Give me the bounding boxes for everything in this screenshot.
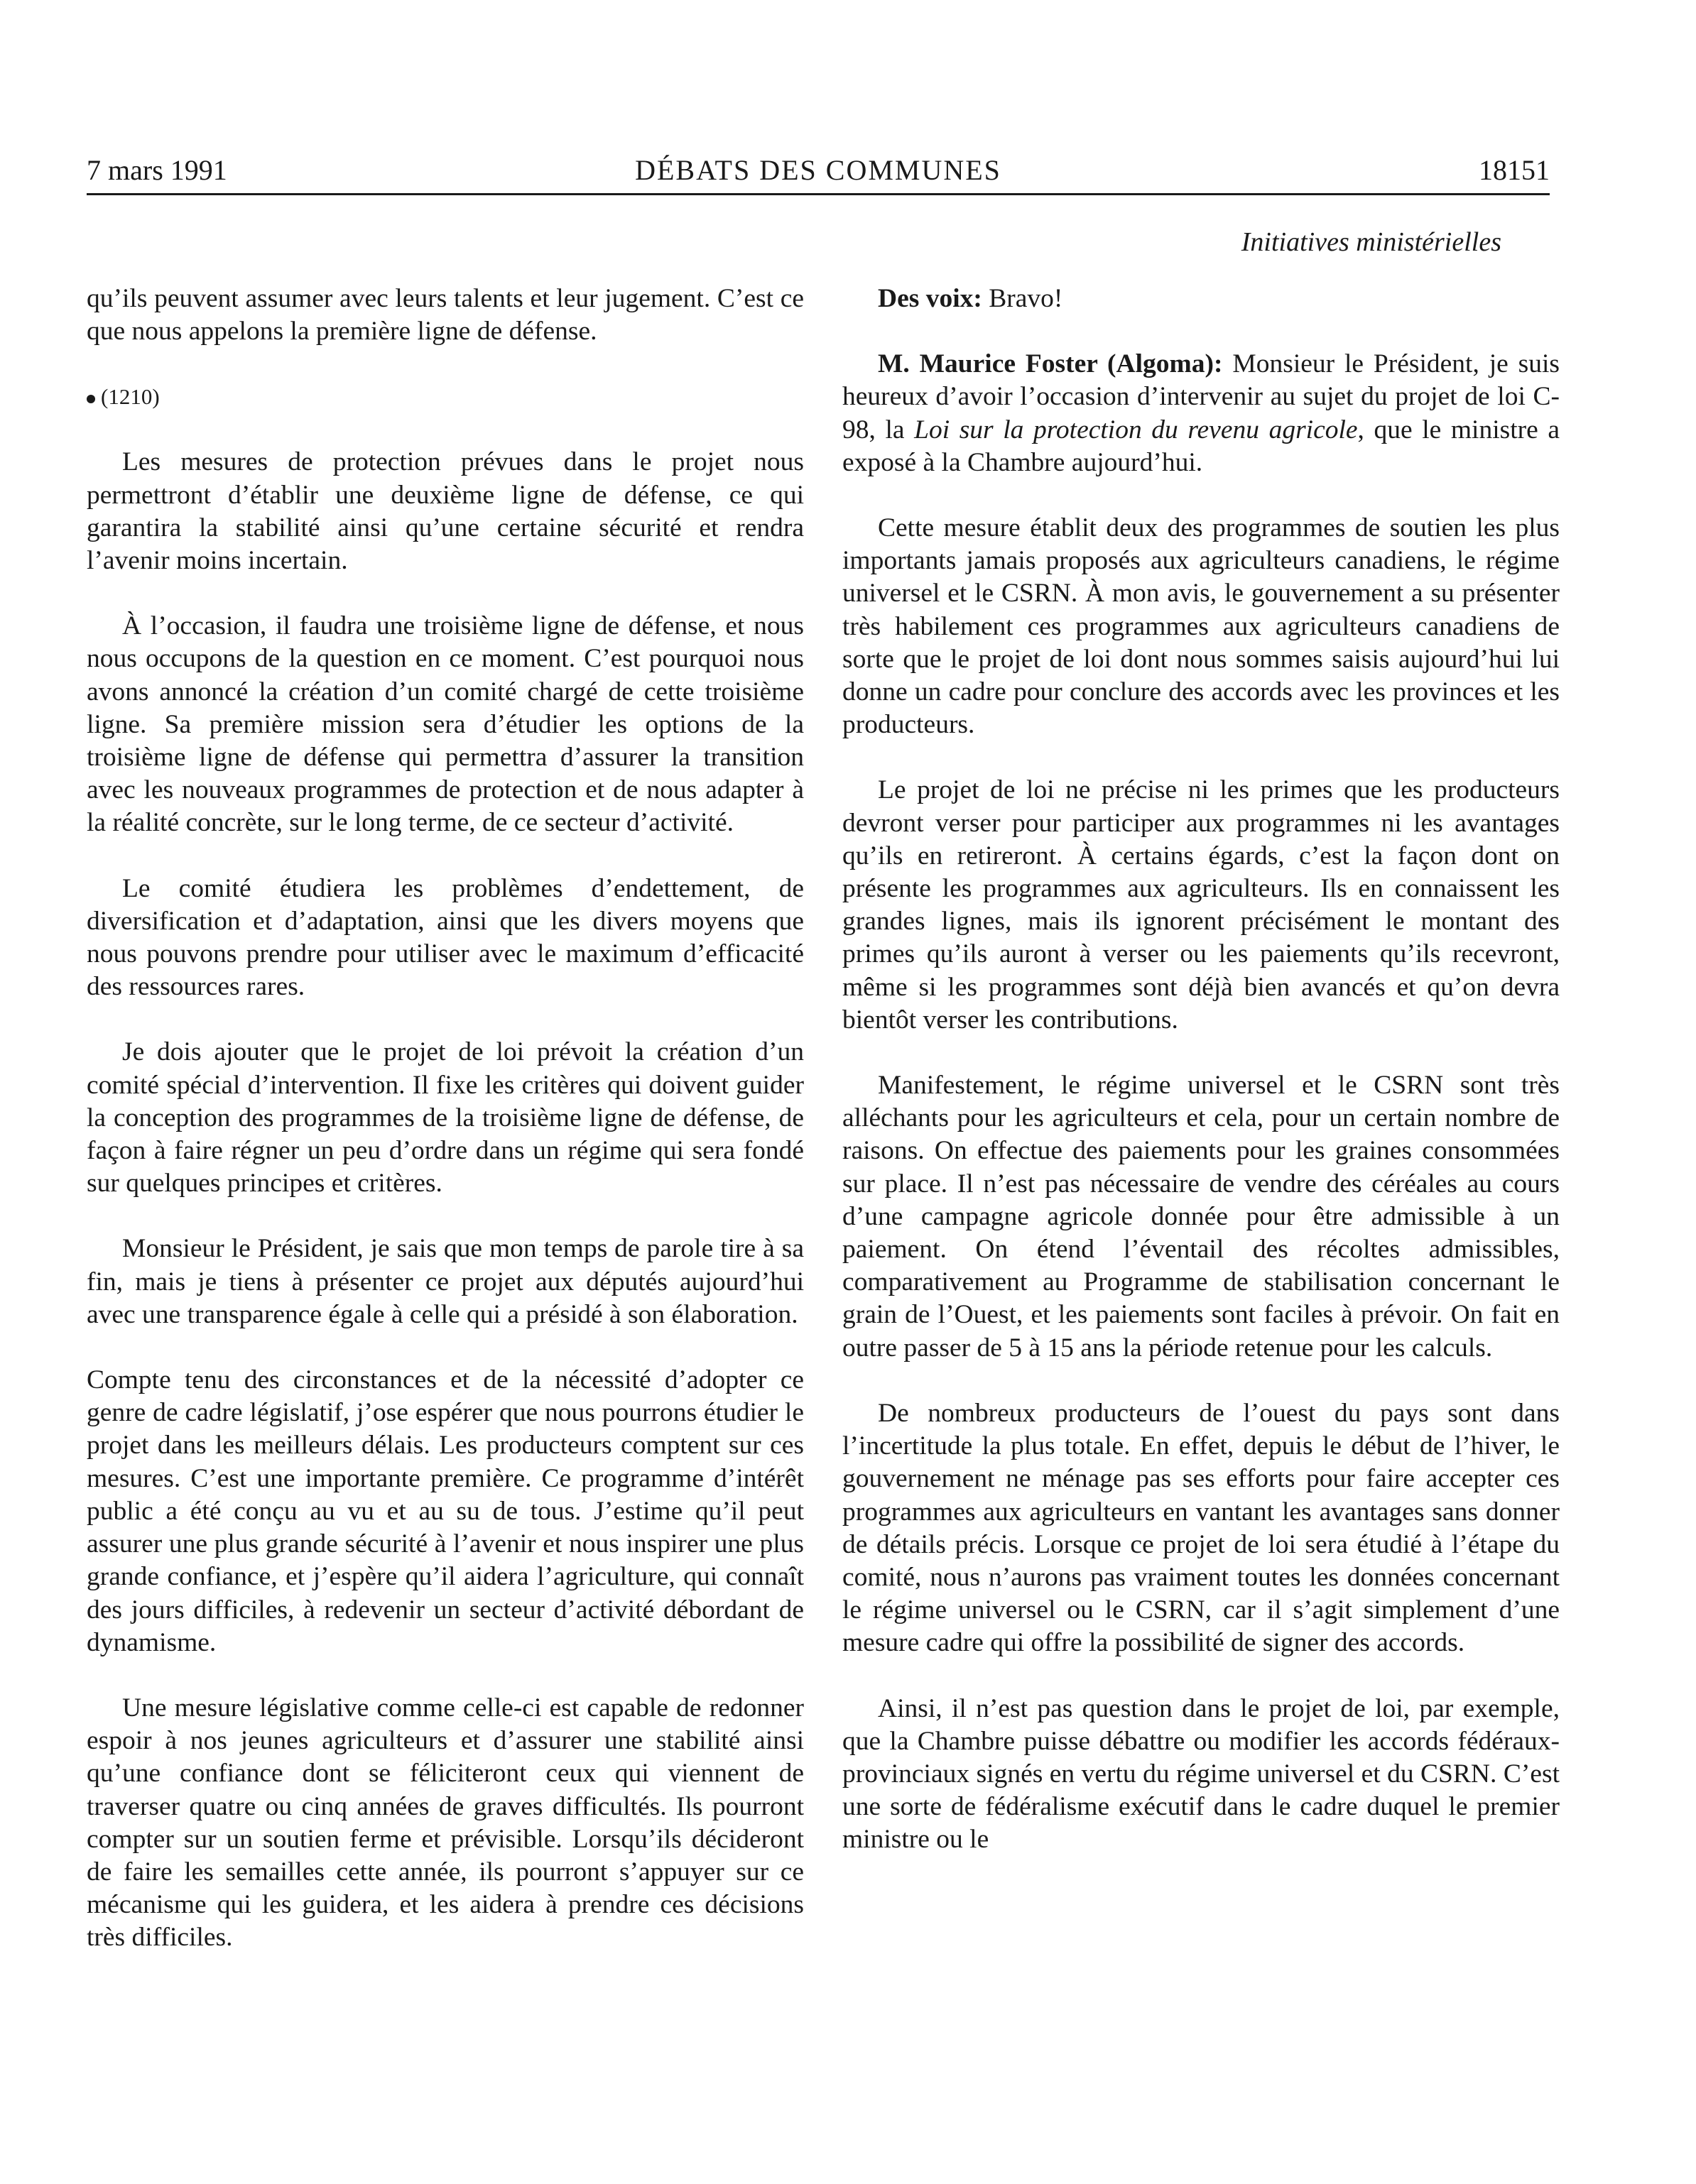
paragraph: À l’occasion, il faudra une troisième ligne de défense, et nous nous occupons de la question en ce moment. C’est pourquoi nous avons annoncé la création d’un comité chargé de cette troisième ligne. Sa première mission sera d’étudier les options de la troisième ligne de défense qui permettra d’assurer la transition avec les nouveaux programmes de protection et de nous adapter à la réalité concrète, sur le long terme, de ce secteur d’activité. [87, 611, 804, 838]
header-title: DÉBATS DES COMMUNES [635, 154, 1001, 186]
speaker-name: M. Maurice Foster (Algoma): [878, 349, 1223, 379]
section-title: Initiatives ministérielles [1241, 227, 1501, 257]
speech-paragraph [842, 348, 1560, 479]
left-column [87, 283, 804, 1987]
paragraph: Je dois ajouter que le projet de loi prévoit la création d’un comité spécial d’intervention. Il fixe les critères qui doivent guider la conception des programmes de la troisième ligne de défense, de façon à faire régner un peu d’ordre dans un régime qui sera fondé sur quelques principes et critères. [87, 1037, 804, 1199]
paragraph: De nombreux producteurs de l’ouest du pays sont dans l’incertitude la plus totale. En effet, depuis le début de l’hiver, le gouvernement ne ménage pas ses efforts pour faire accepter ces programmes aux agriculteurs en vantant les avantages sans donner de détails précis. Lorsque ce projet de loi sera étudié à l’étape du comité, nous n’aurons pas vraiment toutes les données concernant le régime universel ou le CSRN, car il s’agit simplement d’une mesure cadre qui offre la possibilité de signer des accords. [842, 1398, 1560, 1658]
interjection [842, 283, 1560, 315]
paragraph: Cette mesure établit deux des programmes de soutien les plus importants jamais proposés aux agriculteurs canadiens, le régime universel et le CSRN. À mon avis, le gouvernement a su présenter très habilement ces programmes aux agriculteurs canadiens de sorte que le projet de loi dont nous sommes saisis aujourd’hui lui donne un cadre pour conclure des accords avec les provinces et les producteurs. [842, 513, 1560, 740]
time-marker [87, 381, 804, 413]
paragraph: Compte tenu des circonstances et de la nécessité d’adopter ce genre de cadre législatif, j’ose espérer que nous pourrons étudier le projet dans les meilleurs délais. Les producteurs comptent sur ces mesures. C’est une importante première. Ce programme d’intérêt public a été conçu au vu et au su de tous. J’estime qu’il peut assurer une plus grande sécurité à l’avenir et nous inspirer une plus grande confiance, et j’espère qu’il aidera l’agriculture, qui connaît des jours difficiles, à redevenir un secteur d’activité débordant de dynamisme. [87, 1365, 804, 1657]
paragraph: Les mesures de protection prévues dans le projet nous permettront d’établir une deuxième ligne de défense, ce qui garantira la stabilité ainsi qu’une certaine sécurité et rendra l’avenir moins incertain. [87, 447, 804, 576]
speaker-name: Des voix: [878, 284, 982, 313]
paragraph: Le projet de loi ne précise ni les primes que les producteurs devront verser pour participer aux programmes ni les avantages qu’ils en retireront. À certains égards, c’est la façon dont on présente les programmes aux agriculteurs. Ils en connaissent les grandes lignes, mais ils ignorent précisément le montant des primes qu’ils auront à verser ou les paiements qu’ils recevront, même si les programmes sont déjà bien avancés et qu’on devra bientôt verser les contributions. [842, 775, 1560, 1034]
law-title: Loi sur la protection du revenu agricole [914, 415, 1358, 444]
paragraph: qu’ils peuvent assumer avec leurs talents et leur jugement. C’est ce que nous appelons la première ligne de défense. [87, 284, 804, 346]
paragraph: Manifestement, le régime universel et le CSRN sont très alléchants pour les agriculteurs et cela, pour un certain nombre de raisons. On effectue des paiements pour les graines consommées sur place. Il n’est pas nécessaire de vendre des céréales au cours d’une campagne agricole donnée pour être admissible à un paiement. On étend l’éventail des récoltes admissibles, comparativement au Programme de stabilisation concernant le grain de l’Ouest, et les paiements sont faciles à prévoir. On fait en outre passer de 5 à 15 ans la période retenue pour les calculs. [842, 1071, 1560, 1363]
paragraph: Monsieur le Président, je sais que mon temps de parole tire à sa fin, mais je tiens à présenter ce projet aux députés aujourd’hui avec une transparence égale à celle qui a présidé à son élaboration. [87, 1234, 804, 1329]
header-page-number: 18151 [1479, 154, 1550, 186]
time-marker-text: (1210) [101, 384, 160, 410]
speech-text: , que le ministre a exposé à la Chambre aujourd’hui. [842, 415, 1560, 477]
bullet-icon [87, 395, 95, 403]
speech-text: Monsieur le Président, je suis heureux d’avoir l’occasion d’intervenir au sujet du projet de loi C-98, la [842, 349, 1560, 444]
paragraph: Une mesure législative comme celle-ci est capable de redonner espoir à nos jeunes agriculteurs et d’assurer une stabilité ainsi qu’une confiance dont se féliciteront ceux qui viennent de traverser quatre ou cinq années de graves difficultés. Ils pourront compter sur un soutien ferme et prévisible. Lorsqu’ils décideront de faire les semailles cette année, ils pourront s’appuyer sur ce mécanisme qui les guidera, et les aidera à prendre ces décisions très difficiles. [87, 1693, 804, 1953]
paragraph: Le comité étudiera les problèmes d’endettement, de diversification et d’adaptation, ainsi que les divers moyens que nous pouvons prendre pour utiliser avec le maximum d’efficacité des ressources rares. [87, 873, 804, 1002]
right-column [842, 283, 1560, 1889]
header-rule [87, 193, 1550, 195]
header-date: 7 mars 1991 [87, 154, 227, 186]
speech-text: Bravo! [982, 284, 1063, 313]
page-header [87, 151, 1550, 190]
paragraph: Ainsi, il n’est pas question dans le projet de loi, par exemple, que la Chambre puisse débattre ou modifier les accords fédéraux-provinciaux signés en vertu du régime universel et du CSRN. C’est une sorte de fédéralisme exécutif dans le cadre duquel le premier ministre ou le [842, 1693, 1560, 1855]
